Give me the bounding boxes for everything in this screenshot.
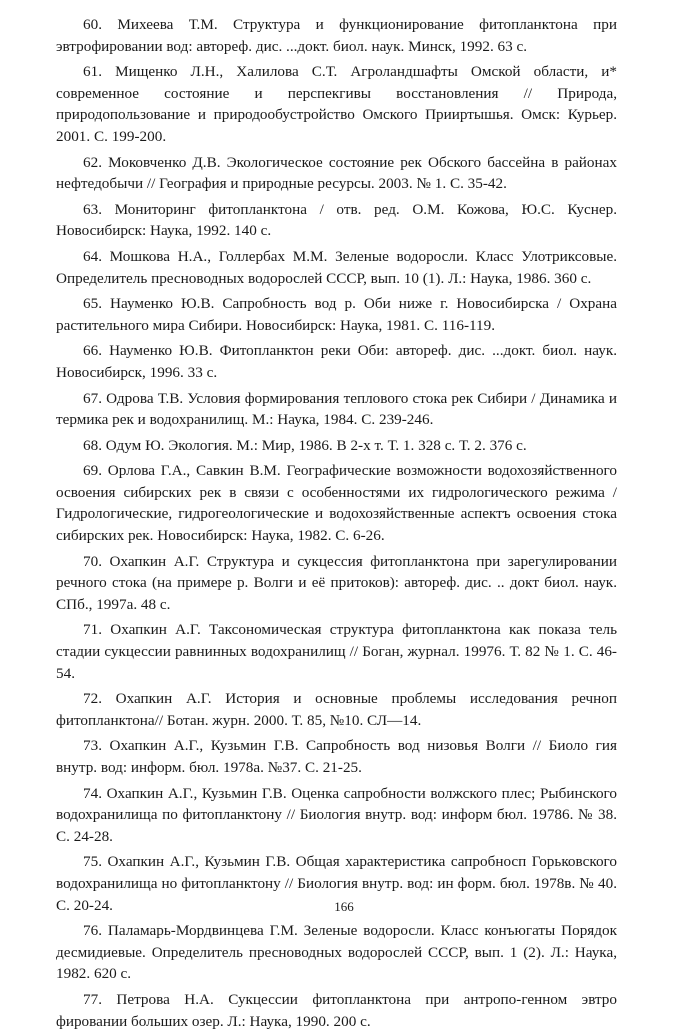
page-number: 166 [334, 899, 354, 914]
reference-73: 73. Охапкин А.Г., Кузьмин Г.В. Сапробность вод низовья Волги // Биоло гия внутр. вод: информ. бюл. 1978а. №37. С. 21-25. [56, 737, 617, 776]
reference-63: 63. Мониторинг фитопланктона / отв. ред. О.М. Кожова, Ю.С. Куснер. Новосибирск: Наука, 1992. 140 с. [56, 200, 617, 240]
reference-65: 65. Науменко Ю.В. Сапробность вод р. Оби ниже г. Новосибирска / Охрана растительного мира Сибири. Новосибирск: Наука, 1981. С. 116-119. [56, 295, 617, 334]
reference-76: 76. Паламарь-Мордвинцева Г.М. Зеленые водоросли. Класс конъюгаты Порядок десмидиевые. Определитель пресноводных водорослей СССР, вып. 1 (2). Л.: Наука, 1982. 620 с. [56, 922, 617, 983]
reference-75: 75. Охапкин А.Г., Кузьмин Г.В. Общая характеристика сапробносп Горьковского водохранилища но фитопланктону // Биология внутр. вод: ин форм. бюл. 1978в. № 40. С. 20-24. [56, 853, 617, 914]
reference-74: 74. Охапкин А.Г., Кузьмин Г.В. Оценка сапробности волжского плес; Рыбинского водохранилища по фитопланктону // Биология внутр. вод: информ бюл. 19786. № 38. С. 24-28. [56, 784, 617, 845]
reference-64: 64. Мошкова Н.А., Голлербах М.М. Зеленые водоросли. Класс Улотриксовые. Определитель пресноводных водорослей СССР, вып. 10 (1). Л.: Наука, 1986. 360 с. [56, 247, 617, 287]
reference-72: 72. Охапкин А.Г. История и основные проблемы исследования речноп фитопланктона// Ботан. журн. 2000. Т. 85, №10. СЛ—14. [56, 690, 617, 729]
reference-60: 60. Михеева Т.М. Структура и функционирование фитопланктона при эвтрофировании вод: автореф. дис. ...докт. биол. наук. Минск, 1992. 63 с. [56, 16, 617, 55]
reference-71: 71. Охапкин А.Г. Таксономическая структура фитопланктона как показа тель стадии сукцессии равнинных водохранилищ // Боган, журнал. 19976. Т. 82 № 1. С. 46-54. [56, 621, 617, 682]
reference-66: 66. Науменко Ю.В. Фитопланктон реки Оби: автореф. дис. ...докт. биол. наук. Новосибирск, 1996. 33 с. [56, 342, 617, 381]
reference-69: 69. Орлова Г.А., Савкин В.М. Географические возможности водохозяйственного освоения сибирских рек в связи с особенностями их гидрологического режима / Гидрологические, гидрогеологические и водохозяйственные аспектъ освоения стока сибирских рек. Новосибирск: Наука, 1982. С. 6-26. [56, 462, 617, 545]
reference-68: 68. Одум Ю. Экология. М.: Мир, 1986. В 2-х т. Т. 1. 328 с. Т. 2. 376 с. [83, 436, 527, 454]
reference-61: 61. Мищенко Л.Н., Халилова С.Т. Агроландшафты Омской области, и* современное состояние и перспекгивы восстановления // Природа, природопользование и природообустройство Омского Прииртышья. Омск: Курьер. 2001. С. 199-200. [56, 63, 617, 145]
reference-70: 70. Охапкин А.Г. Структура и сукцессия фитопланктона при зарегулировании речного стока (на примере р. Волги и её притоков): автореф. дис. .. докт биол. наук. СПб., 1997а. 48 с. [56, 552, 617, 613]
reference-67: 67. Одрова Т.В. Условия формирования теплового стока рек Сибири / Динамика и термика рек и водохранилищ. М.: Наука, 1984. С. 239-246. [56, 389, 617, 429]
reference-62: 62. Моковченко Д.В. Экологическое состояние рек Обского бассейна в районах нефтедобычи // География и природные ресурсы. 2003. № 1. С. 35-42. [56, 153, 617, 193]
reference-77: 77. Петрова Н.А. Сукцессии фитопланктона при антропо-генном эвтро фировании больших озер. Л.: Наука, 1990. 200 с. [56, 990, 617, 1030]
reference-list [56, 14, 617, 1036]
